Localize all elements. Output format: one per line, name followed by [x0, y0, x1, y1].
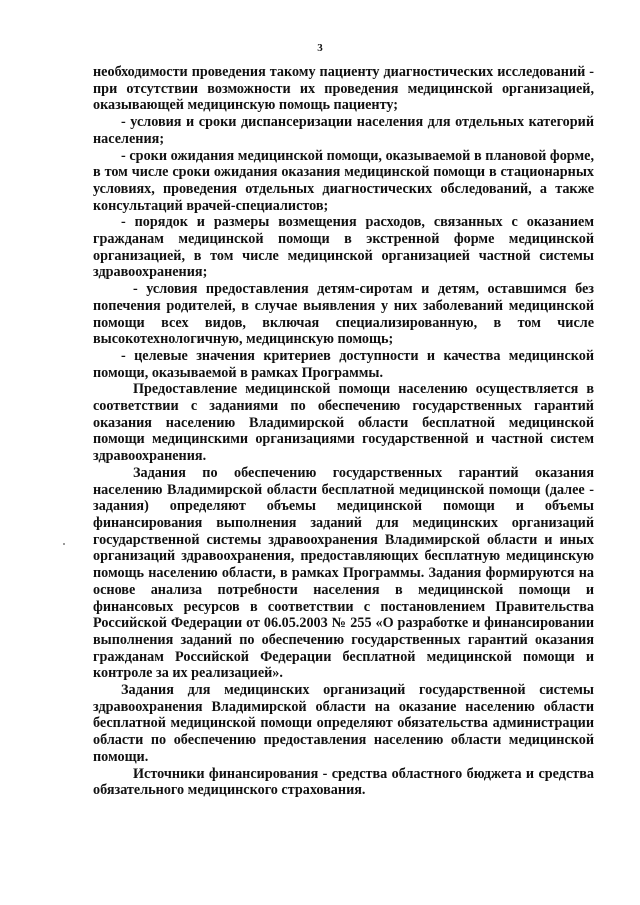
paragraph-care-provision: Предоставление медицинской помощи населению осуществляется в соответствии с заданиями по обеспечению государственных гарантий оказания населению Владимирской области бесплатной медицинской помощи медицинскими организациями государственной и частной систем здравоохранения. [93, 381, 594, 465]
paragraph-continuation: необходимости проведения такому пациенту диагностических исследований - при отсутствии возможности их проведения медицинской организацией, оказывающей медицинскую помощь пациенту; [93, 64, 594, 114]
paragraph-waiting-times: - сроки ожидания медицинской помощи, оказываемой в плановой форме, в том числе сроки ожидания оказания медицинской помощи в стационарных условиях, проведения отдельных диагностических обследований, а также консультаций врачей-специалистов; [93, 147, 594, 214]
scan-speck [63, 543, 65, 545]
paragraph-assignments-obligations: Задания для медицинских организаций государственной системы здравоохранения Владимирской области на оказание населению области бесплатной медицинской помощи определяют обязательства администрации области по обеспечению предоставления населению области медицинской помощи. [93, 682, 594, 765]
paragraph-orphan-care: - условия предоставления детям-сиротам и детям, оставшимся без попечения родителей, в случае выявления у них заболеваний медицинской помощи всех видов, включая специализированную, в том числе высокотехнологичную, медицинскую помощь; [93, 281, 594, 348]
page-number: 3 [317, 42, 323, 54]
paragraph-funding-sources: Источники финансирования - средства областного бюджета и средства обязательного медицинского страхования. [93, 765, 594, 799]
paragraph-target-criteria: - целевые значения критериев доступности и качества медицинской помощи, оказываемой в рамках Программы. [93, 347, 594, 381]
paragraph-dispensary-conditions: - условия и сроки диспансеризации населения для отдельных категорий населения; [93, 114, 594, 147]
document-body [93, 64, 594, 799]
paragraph-assignments-definition: Задания по обеспечению государственных гарантий оказания населению Владимирской области бесплатной медицинской помощи (далее - задания) определяют объемы медицинской помощи и объемы финансирования выполнения заданий для медицинских организаций государственной системы здравоохранения Владимирской области и иных организаций здравоохранения, предоставляющих бесплатную медицинскую помощь населению области, в рамках Программы. Задания формируются на основе анализа потребности населения в медицинской помощи и финансовых ресурсов в соответствии с постановлением Правительства Российской Федерации от 06.05.2003 № 255 «О разработке и финансировании выполнения заданий по обеспечению государственных гарантий оказания гражданам Российской Федерации бесплатной медицинской помощи и контроле за их реализацией». [93, 464, 594, 682]
paragraph-expense-reimbursement: - порядок и размеры возмещения расходов, связанных с оказанием гражданам медицинской помощи в экстренной форме медицинской организацией, в том числе медицинской организацией частной системы здравоохранения; [93, 214, 594, 281]
